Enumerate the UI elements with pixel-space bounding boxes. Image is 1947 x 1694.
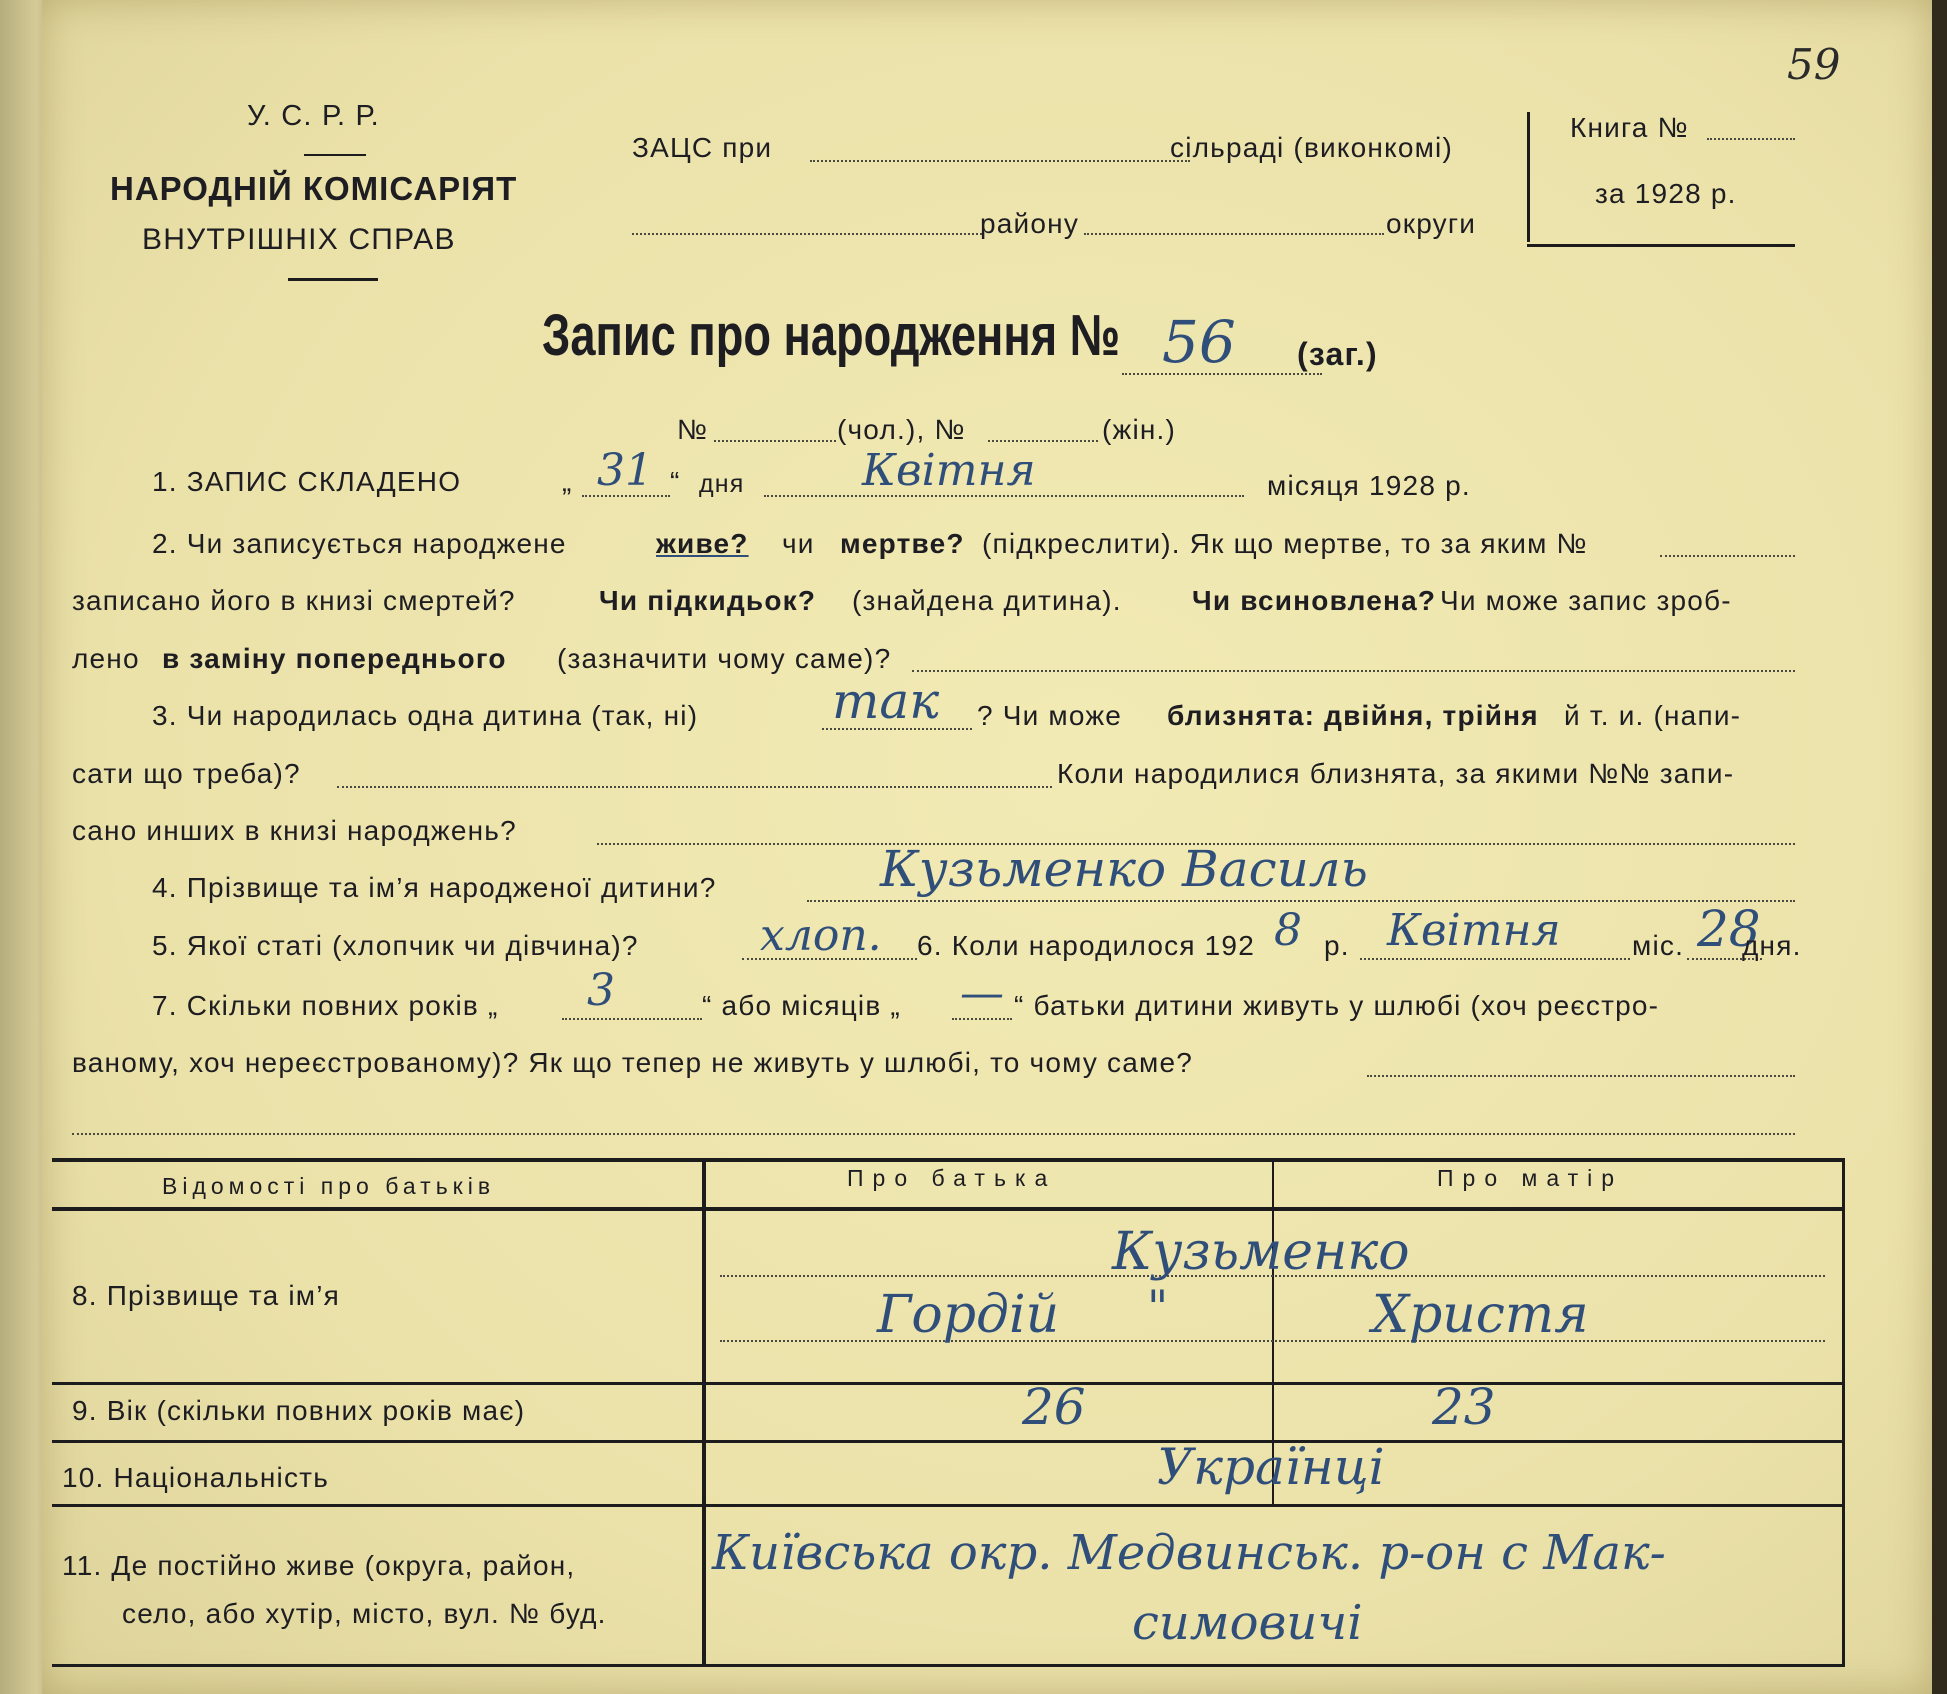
item-7-months: “ або місяців „: [702, 990, 901, 1021]
birth-year-digit: 8: [1274, 905, 1302, 956]
book-box-border: [1527, 244, 1795, 247]
twins-option: близнята: двійня, трійня: [1167, 700, 1539, 731]
book-year: за 1928 р.: [1595, 178, 1737, 209]
commissariat-title: НАРОДНІЙ КОМІСАРІЯТ: [110, 170, 518, 207]
item-5-label: 5. Якої статі (хлопчик чи дівчина)?: [152, 930, 639, 961]
item-7-line1-rest: “ батьки дитини живуть у шлюбі (хоч реєстро-: [1014, 990, 1660, 1021]
quote-close: “: [670, 466, 681, 497]
item-2-line2-rest: Чи може запис зроб-: [1440, 585, 1732, 616]
residence-line2: симовичі: [1132, 1595, 1363, 1651]
quote-open: „: [562, 466, 573, 497]
female-number-field: [988, 440, 1098, 442]
marriage-reason-field-2: [72, 1133, 1795, 1135]
replacement-option: в заміну попереднього: [162, 643, 507, 674]
child-name: Кузьменко Василь: [880, 840, 1368, 898]
marriage-months: —: [960, 968, 1004, 1019]
marriage-reason-field: [1367, 1075, 1795, 1077]
male-number-field: [714, 440, 836, 442]
ditto-mark: ": [1147, 1280, 1169, 1334]
female-number-label: (жін.): [1102, 414, 1177, 445]
item-7-label: 7. Скільки повних років „: [152, 990, 499, 1021]
item-2-line1: 2. Чи записується народжене: [152, 528, 567, 559]
table-header-parents: Відомості про батьків: [162, 1173, 496, 1199]
child-sex: хлоп.: [760, 910, 882, 961]
item-3-line2-rest: Коли народилися близнята, за якими №№ запи-: [1057, 758, 1735, 789]
commissariat-subtitle: ВНУТРІШНІХ СПРАВ: [142, 223, 456, 256]
residence-line1: Київська окр. Медвинськ. р-он с Мак-: [712, 1525, 1666, 1581]
table-row-border: [52, 1382, 1844, 1385]
record-number: 56: [1162, 308, 1236, 376]
divider: [304, 154, 366, 156]
foundling-option: Чи підкидьок?: [599, 585, 817, 616]
item-3-line3: сано инших в книзі народжень?: [72, 815, 517, 846]
birth-day-word: дня.: [1742, 930, 1802, 961]
table-row-border: [52, 1440, 1844, 1443]
item-2-line2-found: (знайдена дитина).: [852, 585, 1122, 616]
okrug-label: округи: [1386, 208, 1477, 239]
item-1-label: 1. ЗАПИС СКЛАДЕНО: [152, 466, 462, 497]
child-name-field: [807, 900, 1795, 902]
record-suffix: (заг.): [1297, 336, 1378, 372]
table-top-border: [52, 1158, 1844, 1162]
book-field: [1707, 138, 1795, 140]
row-10-label: 10. Національність: [62, 1462, 329, 1493]
table-header-mother: Про матір: [1437, 1165, 1624, 1191]
item-3-line2: сати що треба)?: [72, 758, 301, 789]
birth-month-word: міс.: [1632, 930, 1685, 961]
number-label: №: [677, 414, 709, 445]
district-label: району: [980, 208, 1080, 239]
item-2-line3-rest: (зазначити чому саме)?: [557, 643, 892, 674]
dead-option: мертве?: [840, 528, 965, 559]
month-year-label: місяця 1928 р.: [1267, 470, 1471, 501]
alive-option: живе?: [656, 528, 749, 559]
birth-record-form: [42, 0, 1932, 1694]
book-label: Книга №: [1570, 112, 1689, 143]
family-surname: Кузьменко: [1112, 1222, 1410, 1282]
item-3-line1-rest: й т. и. (напи-: [1564, 700, 1742, 731]
birth-day: 28: [1697, 900, 1761, 958]
table-right-border: [1842, 1158, 1845, 1667]
table-header-border: [52, 1207, 1844, 1211]
male-number-label: (чол.), №: [837, 414, 966, 445]
item-2-line3: лено: [72, 643, 140, 674]
mother-age: 23: [1432, 1378, 1496, 1436]
twins-field: [337, 786, 1052, 788]
birth-month: Квітня: [1387, 905, 1561, 956]
item-3-line1: 3. Чи народилась одна дитина (так, ні): [152, 700, 699, 731]
zags-label: ЗАЦС при: [632, 132, 773, 163]
replacement-field: [912, 670, 1795, 672]
birth-month-field: [1360, 958, 1630, 960]
book-box-border: [1527, 112, 1530, 242]
item-7-line2: ваному, хоч нереєстрованому)? Як що тепер не живуть у шлюбі, то чому саме?: [72, 1047, 1193, 1078]
item-6-label: 6. Коли народилося 192: [917, 930, 1255, 961]
divider: [288, 278, 378, 281]
record-title: Запис про народження №: [542, 303, 1121, 368]
row-11-label-line2: село, або хутір, місто, вул. № буд.: [122, 1598, 607, 1629]
birth-year-word: р.: [1324, 930, 1350, 961]
item-2-or: чи: [782, 528, 815, 559]
village-field: [810, 160, 1190, 162]
okrug-field: [1084, 233, 1384, 235]
father-name: Гордій: [877, 1285, 1060, 1345]
row-8-label: 8. Прізвище та ім’я: [72, 1280, 340, 1311]
single-child-answer: так: [832, 672, 940, 730]
adopted-option: Чи всиновлена?: [1192, 585, 1437, 616]
death-record-field: [1660, 555, 1795, 557]
item-4-label: 4. Прізвище та ім’я народженої дитини?: [152, 872, 717, 903]
nationality: Українці: [1157, 1438, 1385, 1496]
village-council-label: сільраді (виконкомі): [1170, 132, 1453, 163]
item-2-line2: записано його в книзі смертей?: [72, 585, 516, 616]
marriage-years-field: [562, 1018, 702, 1020]
table-column-border: [702, 1158, 706, 1667]
table-bottom-border: [52, 1664, 1844, 1667]
mother-name: Христя: [1372, 1285, 1589, 1345]
record-day: 31: [597, 445, 653, 496]
item-3-maybe: ? Чи може: [977, 700, 1123, 731]
record-month: Квітня: [862, 445, 1036, 496]
district-field: [632, 233, 982, 235]
republic-label: У. С. Р. Р.: [247, 100, 380, 132]
row-9-label: 9. Вік (скільки повних років має): [72, 1395, 526, 1426]
father-age: 26: [1022, 1378, 1086, 1436]
sheet-number: 59: [1787, 40, 1841, 89]
table-row-border: [52, 1504, 1844, 1507]
day-word: дня: [699, 470, 745, 498]
marriage-years: 3: [587, 965, 615, 1016]
item-2-line1-rest: (підкреслити). Як що мертве, то за яким №: [982, 528, 1588, 559]
table-header-father: Про батька: [847, 1165, 1057, 1191]
row-11-label-line1: 11. Де постійно живе (округа, район,: [62, 1550, 576, 1581]
